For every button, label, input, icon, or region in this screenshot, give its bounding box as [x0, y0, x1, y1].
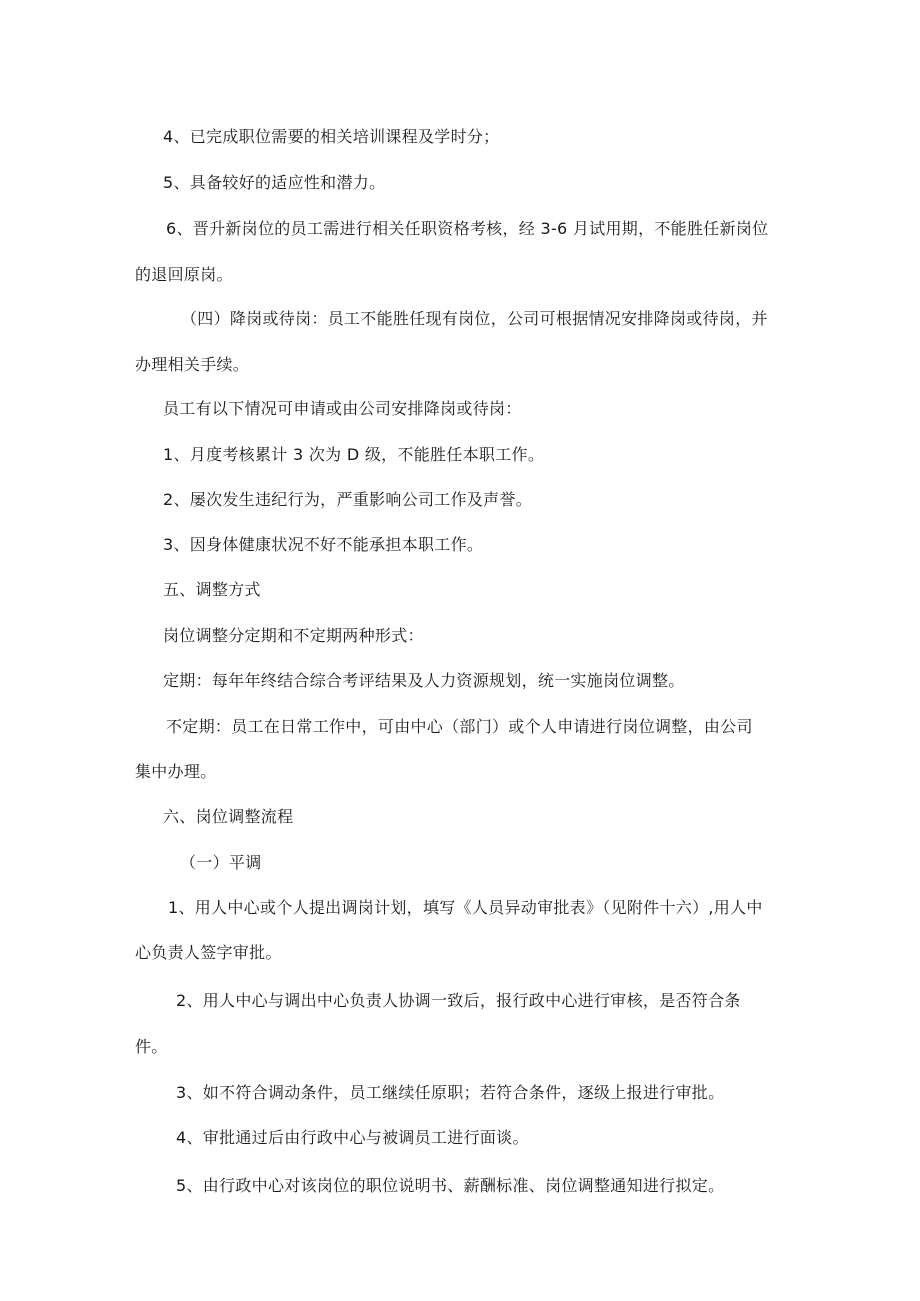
text-line: 5、具备较好的适应性和潜力。	[163, 173, 386, 192]
text-line: 3、如不符合调动条件，员工继续任原职；若符合条件，逐级上报进行审批。	[176, 1083, 725, 1102]
text-line: 心负责人签字审批。	[135, 943, 282, 962]
text-line: 不定期：员工在日常工作中，可由中心（部门）或个人申请进行岗位调整，由公司	[166, 717, 753, 736]
text-line: 岗位调整分定期和不定期两种形式：	[163, 626, 424, 645]
text-line: 集中办理。	[135, 762, 217, 781]
text-line: 员工有以下情况可申请或由公司安排降岗或待岗：	[163, 399, 522, 418]
text-line: 2、屡次发生违纪行为，严重影响公司工作及声誉。	[163, 490, 533, 509]
text-line: 3、因身体健康状况不好不能承担本职工作。	[163, 535, 484, 554]
text-line: 1、用人中心或个人提出调岗计划，填写《人员异动审批表》（见附件十六）,用人中	[168, 898, 763, 917]
text-line: 4、审批通过后由行政中心与被调员工进行面谈。	[176, 1128, 529, 1147]
section-heading: 五、调整方式	[163, 580, 261, 599]
text-line: 定期：每年年终结合综合考评结果及人力资源规划，统一实施岗位调整。	[163, 671, 685, 690]
text-line: 的退回原岗。	[135, 265, 233, 284]
section-heading: 六、岗位调整流程	[163, 807, 294, 826]
subsection-heading: （一）平调	[180, 853, 262, 872]
text-line: 4、已完成职位需要的相关培训课程及学时分；	[163, 127, 500, 146]
text-line: 件。	[135, 1037, 168, 1056]
text-line: （四）降岗或待岗：员工不能胜任现有岗位，公司可根据情况安排降岗或待岗，并	[181, 309, 768, 328]
text-line: 1、月度考核累计 3 次为 D 级，不能胜任本职工作。	[163, 445, 545, 464]
text-line: 5、由行政中心对该岗位的职位说明书、薪酬标准、岗位调整通知进行拟定。	[176, 1176, 725, 1195]
text-line: 办理相关手续。	[135, 355, 250, 374]
text-line: 6、晋升新岗位的员工需进行相关任职资格考核，经 3-6 月试用期，不能胜任新岗位	[166, 219, 769, 238]
text-line: 2、用人中心与调出中心负责人协调一致后，报行政中心进行审核，是否符合条	[176, 991, 741, 1010]
